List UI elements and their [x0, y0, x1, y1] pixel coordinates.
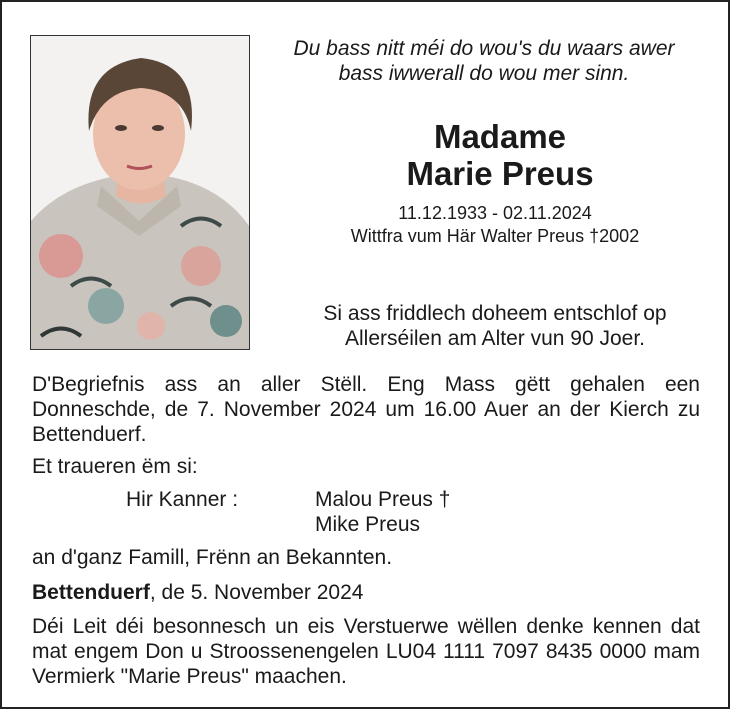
- memorial-quote: [256, 36, 712, 86]
- child-name: Mike Preus: [315, 513, 421, 536]
- place-name: Bettenduerf: [32, 581, 150, 604]
- name-title: Madame: [433, 118, 567, 155]
- birth-death-dates: 11.12.1933 - 02.11.2024: [398, 203, 592, 223]
- life-dates: [300, 202, 690, 248]
- place-date: [32, 580, 700, 605]
- donation-request: Déi Leit déi besonnesch un eis Verstuerwe wëllen denke kennen dat mat engem Don u Stroossenengelen LU04 1111 7097 8435 0000 mam Vermierk "Marie Preus" maachen.: [32, 615, 700, 688]
- death-notice: [270, 301, 720, 351]
- notice-date: , de 5. November 2024: [149, 581, 364, 604]
- quote-line-1: Du bass nitt méi do wou's du waars awer: [293, 37, 675, 60]
- portrait-photo: [30, 35, 250, 350]
- deceased-name: [330, 118, 670, 192]
- child-name: Malou Preus †: [315, 488, 451, 511]
- death-line-2: Allerséilen am Alter vun 90 Joer.: [345, 327, 645, 350]
- mourners-intro: Et traueren ëm si:: [32, 455, 198, 478]
- widow-note: Wittfra vum Här Walter Preus †2002: [350, 226, 640, 246]
- family-line: an d'ganz Famill, Frënn an Bekannten.: [32, 546, 393, 569]
- name-full: Marie Preus: [406, 155, 594, 192]
- children-label: Hir Kanner :: [126, 488, 239, 511]
- death-line-1: Si ass friddlech doheem entschlof op: [323, 302, 667, 325]
- quote-line-2: bass iwwerall do wou mer sinn.: [338, 62, 630, 85]
- funeral-details: D'Begriefnis ass an aller Stëll. Eng Mass gëtt gehalen een Donneschde, de 7. November 2024 um 16.00 Auer an der Kierch zu Bettenduerf.: [32, 373, 700, 446]
- children-list: [315, 487, 450, 537]
